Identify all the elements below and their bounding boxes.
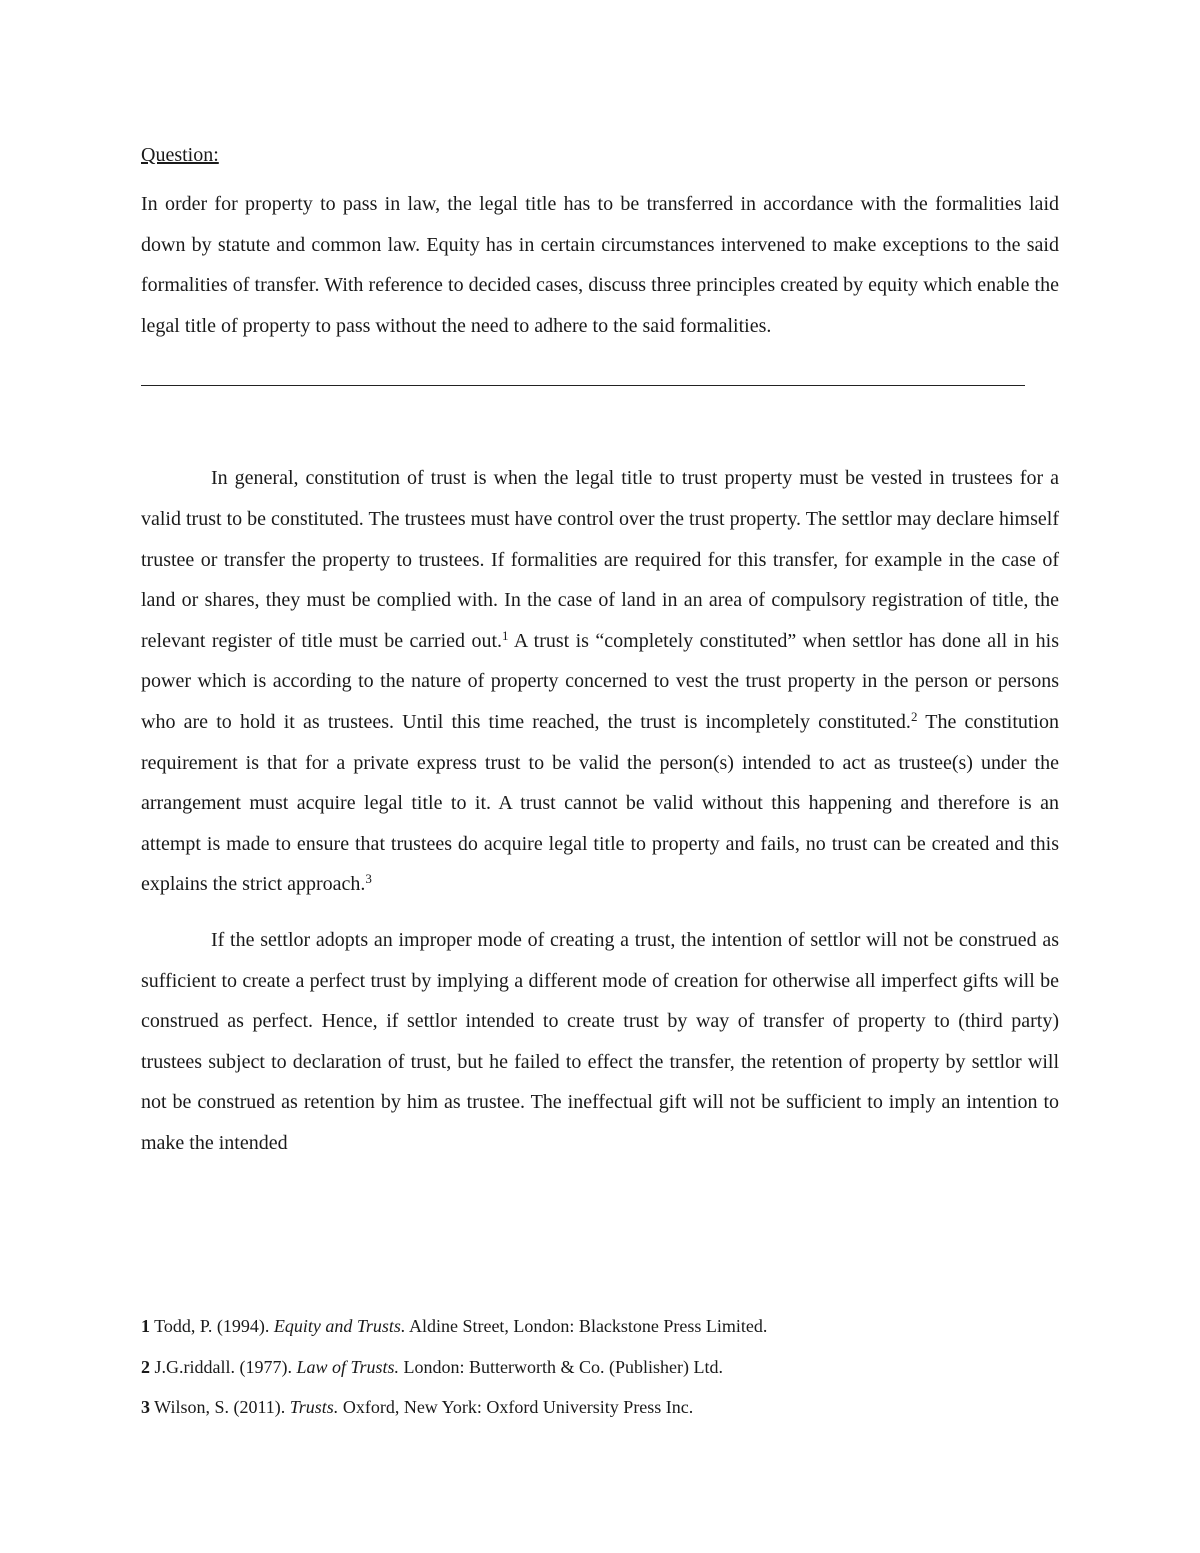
footnote-publisher: Oxford, New York: Oxford University Press Inc. — [338, 1397, 694, 1417]
paragraph-1-text-b: A trust is “completely constituted” when settlor has done all in his power which is according to the nature of property concerned to vest the trust property in the person or persons who are to hold it as trustees. Until this time reached, the trust is incompletely constituted. — [141, 629, 1059, 733]
body-paragraph-1 — [141, 458, 1059, 905]
footnote-author: Todd, P. (1994). — [150, 1316, 274, 1336]
footnote-number: 1 — [141, 1316, 150, 1336]
footnote-title: Trusts. — [289, 1397, 339, 1417]
paragraph-1-text-c: The constitution requirement is that for a private express trust to be valid the person(s) intended to act as trustee(s) under the arrangement must acquire legal title to it. A trust cannot be valid without this happening and therefore is an attempt is made to ensure that trustees do acquire legal title to property and fails, no trust can be created and this explains the strict approach. — [141, 710, 1059, 896]
footnote-1 — [141, 1306, 1059, 1347]
footnotes — [141, 1306, 1059, 1428]
footnote-author: J.G.riddall. (1977). — [150, 1356, 297, 1377]
section-divider — [141, 385, 1025, 386]
footnote-author: Wilson, S. (2011). — [150, 1397, 290, 1417]
footnote-ref-3: 3 — [365, 871, 372, 887]
footnote-2 — [141, 1347, 1059, 1388]
footnote-ref-2: 2 — [910, 708, 918, 724]
footnote-publisher: London: Butterworth & Co. (Publisher) Ltd. — [399, 1356, 724, 1377]
question-heading: Question: — [141, 144, 219, 166]
paragraph-1-text-a: In general, constitution of trust is when the legal title to trust property must be vested in trustees for a valid trust to be constituted. The trustees must have control over the trust property. The settlor may declare himself trustee or transfer the property to trustees. If formalities are required for this transfer, for example in the case of land or shares, they must be complied with. In the case of land in an area of compulsory registration of title, the relevant register of title must be carried out. — [141, 467, 1059, 652]
question-text: In order for property to pass in law, the legal title has to be transferred in accordance with the formalities laid down by statute and common law. Equity has in certain circumstances intervened to make exceptions to the said formalities of transfer. With reference to decided cases, discuss three principles created by equity which enable the legal title of property to pass without the need to adhere to the said formalities. — [141, 193, 1059, 337]
footnote-ref-1: 1 — [502, 627, 509, 643]
footnote-number: 2 — [141, 1356, 150, 1377]
document-page — [141, 140, 1059, 1163]
footnote-title: Law of Trusts. — [296, 1356, 400, 1377]
footnote-title: Equity and Trusts. — [273, 1316, 406, 1336]
footnote-publisher: Aldine Street, London: Blackstone Press Limited. — [405, 1316, 768, 1336]
footnote-3 — [141, 1387, 1059, 1428]
body-paragraph-2: If the settlor adopts an improper mode of creating a trust, the intention of settlor will not be construed as sufficient to create a perfect trust by implying a different mode of creation for otherwise all imperfect gifts will be construed as perfect. Hence, if settlor intended to create trust by way of transfer of property to (third party) trustees subject to declaration of trust, but he failed to effect the transfer, the retention of property by settlor will not be construed as retention by him as trustee. The ineffectual gift will not be sufficient to imply an intention to make the intended — [141, 928, 1059, 1154]
footnote-number: 3 — [141, 1397, 150, 1417]
